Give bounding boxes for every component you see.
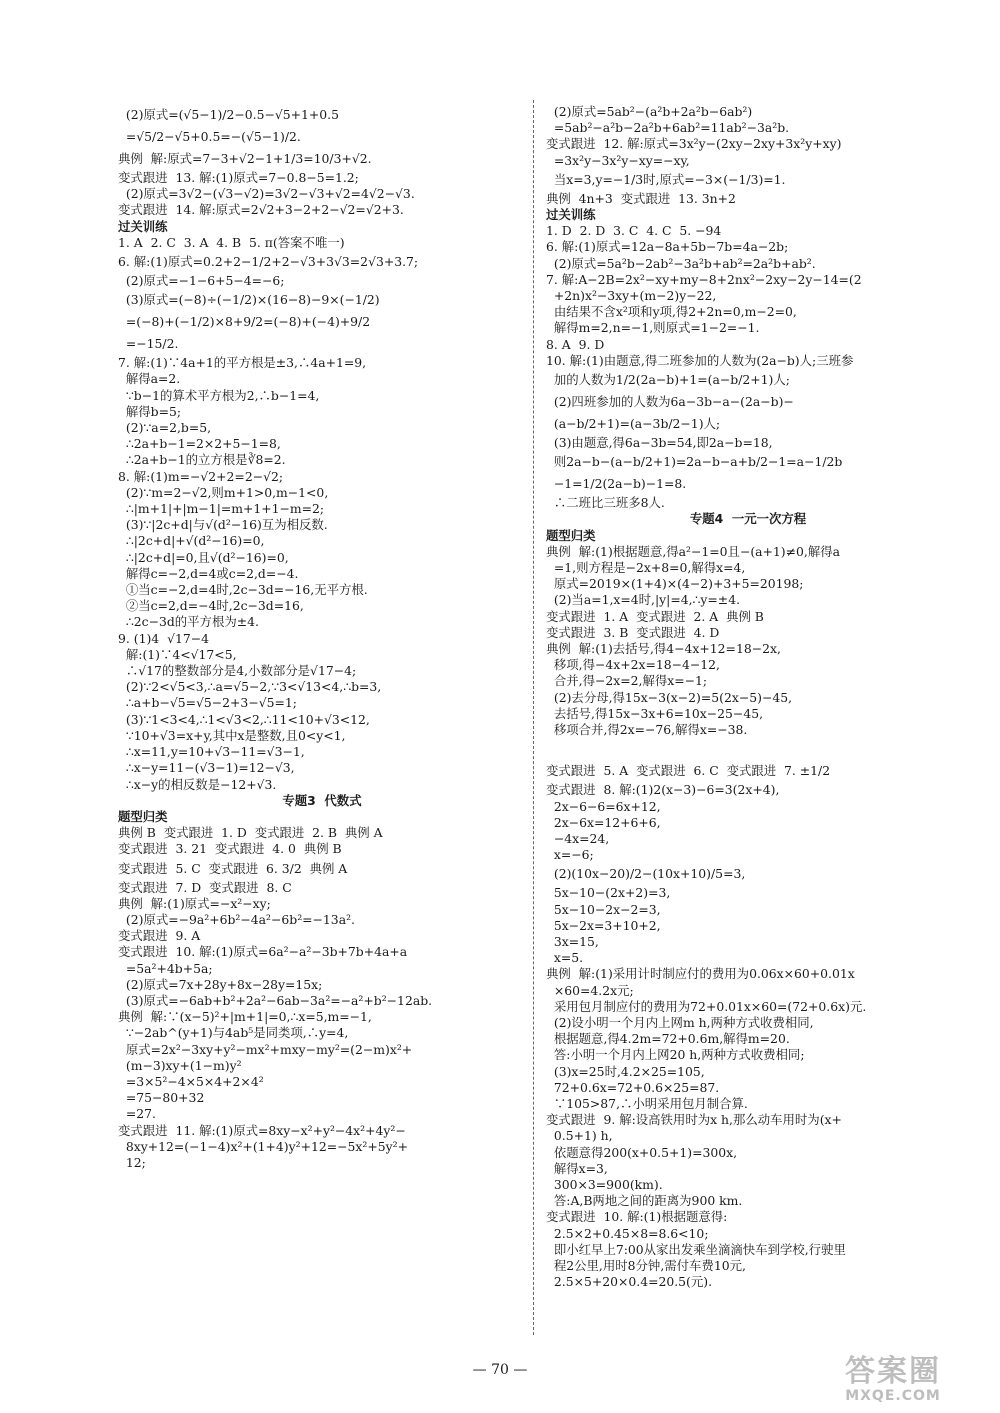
column-divider (533, 100, 534, 1335)
right-answer-line: −1=1/2(2a−b)−1=8. (546, 476, 687, 492)
left-answer-line: 专题3 代数式 (282, 792, 362, 808)
watermark-logo (808, 1356, 978, 1408)
left-answer-line: ∴2c−3d的平方根为±4. (118, 614, 259, 630)
right-answer-line: 即小红早上7:00从家出发乘坐滴滴快车到学校,行驶里 (546, 1241, 846, 1257)
right-answer-line: 答:小明一个月内上网20 h,两种方式收费相同; (546, 1047, 805, 1063)
right-answer-line: (3)x=25时,4.2×25=105, (546, 1063, 705, 1079)
right-answer-line: 合并,得−2x=2,解得x=−1; (546, 673, 708, 689)
left-answer-line: 7. 解:(1)∵4a+1的平方根是±3,∴4a+1=9, (118, 355, 367, 371)
left-answer-line: ∴x−y的相反数是−12+√3. (118, 776, 277, 792)
left-answer-line: (3)∵|2c+d|与√(d²−16)互为相反数. (118, 517, 328, 533)
right-answer-line: 答:A,B两地之间的距离为900 km. (546, 1193, 743, 1209)
right-answer-line: 变式跟进 12. 解:原式=3x²y−(2xy−2xy+3x²y+xy) (546, 136, 842, 152)
left-answer-line: (2)∵a=2,b=5, (118, 420, 212, 436)
left-answer-line: 典例 解:∵(x−5)²+|m+1|=0,∴x=5,m=−1, (118, 1009, 372, 1025)
right-answer-line: =3x²y−3x²y−xy=−xy, (546, 152, 690, 168)
right-answer-line: 变式跟进 1. A 变式跟进 2. A 典例 B (546, 608, 764, 624)
left-answer-line: 题型归类 (118, 808, 168, 824)
right-answer-line: 典例 解:(1)去括号,得4−4x+12=18−2x, (546, 641, 781, 657)
left-answer-line: ∴x=11,y=10+√3−11=√3−1, (118, 744, 305, 760)
right-answer-line: ∵105>87,∴小明采用包月制合算. (546, 1095, 748, 1111)
left-answer-line: 8xy+12=(−1−4)x²+(1+4)y²+12=−5x²+5y²+ (118, 1138, 408, 1154)
right-answer-line: 10. 解:(1)由题意,得二班参加的人数为(2a−b)人;三班参 (546, 352, 854, 368)
right-answer-line: (3)由题意,得6a−3b=54,即2a−b=18, (546, 435, 773, 451)
right-answer-line: (2)设小明一个月内上网m h,两种方式收费相同, (546, 1014, 814, 1030)
left-answer-line: ∴√17的整数部分是4,小数部分是√17−4; (118, 663, 357, 679)
right-answer-line: (2)原式=5ab²−(a²b+2a²b−6ab²) (546, 104, 753, 119)
left-answer-line: 1. A 2. C 3. A 4. B 5. π(答案不唯一) (118, 234, 345, 250)
right-answer-line: 7. 解:A−2B=2x²−xy+my−8+2nx²−2xy−2y−14=(2 (546, 271, 862, 287)
left-answer-line: 变式跟进 11. 解:(1)原式=8xy−x²+y²−4x²+4y²− (118, 1122, 406, 1138)
right-column (546, 104, 950, 1290)
right-answer-line: (2)原式=5a²b−2ab²−3a²b+ab²=2a²b+ab². (546, 255, 816, 271)
right-answer-line: ×60=4.2x元; (546, 982, 634, 998)
left-answer-line: (2)∵m=2−√2,则m+1>0,m−1<0, (118, 484, 329, 500)
right-answer-line: 5x−2x=3+10+2, (546, 917, 661, 933)
right-answer-line: (2)(10x−20)/2−(10x+10)/5=3, (546, 866, 746, 882)
right-answer-line: 72+0.6x=72+0.6×25=87. (546, 1079, 720, 1095)
right-answer-line: ∴二班比三班多8人. (546, 495, 665, 511)
left-answer-line: =√5/2−√5+0.5=−(√5−1)/2. (118, 129, 301, 144)
left-answer-line: ∴2a+b−1的立方根是∛8=2. (118, 452, 286, 468)
left-answer-line: (2)原式=(√5−1)/2−0.5−√5+1+0.5 (118, 107, 339, 122)
right-answer-line: 8. A 9. D (546, 336, 605, 352)
left-answer-line: 原式=2x²−3xy+y²−mx²+mxy−my²=(2−m)x²+ (118, 1041, 413, 1057)
right-answer-line: 则2a−b−(a−b/2+1)=2a−b−a+b/2−1=a−1/2b (546, 454, 843, 470)
page-number: — 70 — (472, 1362, 528, 1378)
left-answer-line: 过关训练 (118, 218, 168, 234)
left-answer-line: ①当c=−2,d=4时,2c−3d=−16,无平方根. (118, 582, 368, 598)
left-answer-line: ∵b−1的算术平方根为2,∴b−1=4, (118, 387, 320, 403)
right-answer-line: 2.5×5+20×0.4=20.5(元). (546, 1274, 713, 1290)
left-answer-line: =−15/2. (118, 336, 179, 352)
right-answer-line: 解得x=3, (546, 1160, 608, 1176)
left-answer-line: (m−3)xy+(1−m)y² (118, 1057, 242, 1073)
left-answer-line: 9. (1)4 √17−4 (118, 630, 209, 646)
left-answer-line: 变式跟进 3. 21 变式跟进 4. 0 典例 B (118, 841, 342, 857)
left-answer-line: 解:(1)∵4<√17<5, (118, 646, 237, 662)
left-answer-line: 变式跟进 10. 解:(1)原式=6a²−a²−3b+7b+4a+a (118, 944, 408, 960)
right-answer-line: 解得m=2,n=−1,则原式=1−2=−1. (546, 320, 760, 336)
right-answer-line: 变式跟进 3. B 变式跟进 4. D (546, 624, 720, 640)
right-answer-line: (2)去分母,得15x−3(x−2)=5(2x−5)−45, (546, 689, 793, 705)
right-answer-line: 移项,得−4x+2x=18−4−12, (546, 657, 720, 673)
right-answer-line: 变式跟进 8. 解:(1)2(x−3)−6=3(2x+4), (546, 782, 780, 798)
right-answer-line: (2)四班参加的人数为6a−3b−a−(2a−b)− (546, 394, 794, 410)
left-answer-line: 典例 解:(1)原式=−x²−xy; (118, 895, 271, 911)
left-answer-line: (2)原式=3√2−(√3−√2)=3√2−√3+√2=4√2−√3. (118, 186, 415, 202)
left-answer-line: =5a²+4b+5a; (118, 960, 213, 976)
right-answer-line: 300×3=900(km). (546, 1176, 663, 1192)
left-answer-line: (2)∵2<√5<3,∴a=√5−2,∵3<√13<4,∴b=3, (118, 679, 382, 695)
left-answer-line: (3)∵1<3<4,∴1<√3<2,∴11<10+√3<12, (118, 711, 370, 727)
left-answer-line: (3)原式=−6ab+b²+2a²−6ab−3a²=−a²+b²−12ab. (118, 992, 433, 1008)
left-answer-line: =(−8)+(−1/2)×8+9/2=(−8)+(−4)+9/2 (118, 314, 371, 330)
left-answer-line: 6. 解:(1)原式=0.2+2−1/2+2−√3+3√3=2√3+3.7; (118, 254, 419, 270)
watermark-url: MXQE.COM (845, 1388, 941, 1404)
right-answer-line: 变式跟进 5. A 变式跟进 6. C 变式跟进 7. ±1/2 (546, 763, 831, 779)
left-answer-line: 变式跟进 13. 解:(1)原式=7−0.8−5=1.2; (118, 170, 359, 185)
left-answer-line: (3)原式=(−8)÷(−1/2)×(16−8)−9×(−1/2) (118, 292, 380, 308)
left-answer-line: ∵10+√3=x+y,其中x是整数,且0<y<1, (118, 727, 346, 743)
right-answer-line: 2.5×2+0.45×8=8.6<10; (546, 1225, 709, 1241)
right-answer-line: 移项合并,得2x=−76,解得x=−38. (546, 722, 748, 738)
left-answer-line: 8. 解:(1)m=−√2+2=2−√2; (118, 468, 284, 484)
right-answer-line: 过关训练 (546, 207, 596, 223)
right-answer-line: 题型归类 (546, 527, 596, 543)
right-answer-line: 典例 解:(1)根据题意,得a²−1=0且−(a+1)≠0,解得a (546, 543, 841, 559)
right-answer-line: (a−b/2+1)=(a−3b/2−1)人; (546, 416, 721, 432)
left-answer-line: 12; (118, 1154, 146, 1170)
left-answer-line: ∴|2c+d|+√(d²−16)=0, (118, 533, 265, 549)
right-answer-line: 5x−10−(2x+2)=3, (546, 885, 671, 901)
right-answer-line: 3x=15, (546, 933, 599, 949)
right-answer-line: 0.5+1) h, (546, 1128, 613, 1144)
left-answer-line: =75−80+32 (118, 1090, 205, 1106)
left-answer-line: (2)原式=7x+28y+8x−28y=15x; (118, 976, 323, 992)
right-answer-line: 典例 解:(1)采用计时制应付的费用为0.06x×60+0.01x (546, 966, 855, 982)
right-answer-line: 变式跟进 10. 解:(1)根据题意得: (546, 1209, 728, 1225)
left-answer-line: 变式跟进 7. D 变式跟进 8. C (118, 879, 292, 895)
left-answer-line: ∴|2c+d|=0,且√(d²−16)=0, (118, 549, 289, 565)
right-answer-line: 由结果不含x²项和y项,得2+2n=0,m−2=0, (546, 304, 797, 320)
left-answer-line: ∴a+b−√5=√5−2+3−√5=1; (118, 695, 297, 711)
left-answer-line: ∴2a+b−1=2×2+5−1=8, (118, 436, 281, 452)
right-answer-line: 程2公里,用时8分钟,需付车费10元, (546, 1257, 746, 1273)
right-answer-line: −4x=24, (546, 830, 610, 846)
right-answer-line: =5ab²−a²b−2a²b+6ab²=11ab²−3a²b. (546, 120, 790, 136)
left-answer-line: =3×5²−4×5×4+2×4² (118, 1073, 264, 1089)
left-column (118, 104, 526, 1171)
right-answer-line: 6. 解:(1)原式=12a−8a+5b−7b=4a−2b; (546, 239, 789, 255)
right-answer-line: 典例 4n+3 变式跟进 13. 3n+2 (546, 190, 736, 206)
right-answer-line: 根据题意,得4.2m=72+0.6m,解得m=20. (546, 1031, 790, 1047)
left-answer-line: =27. (118, 1106, 156, 1122)
right-answer-line: 去括号,得15x−3x+6=10x−25−45, (546, 705, 764, 721)
left-answer-line: 典例 B 变式跟进 1. D 变式跟进 2. B 典例 A (118, 825, 383, 841)
left-answer-line: 变式跟进 9. A (118, 928, 201, 944)
left-answer-line: ∵−2ab^(y+1)与4ab⁵是同类项,∴y=4, (118, 1025, 349, 1041)
left-answer-line: 解得b=5; (118, 403, 182, 419)
right-answer-line: x=5. (546, 950, 584, 966)
left-answer-line: 变式跟进 5. C 变式跟进 6. 3/2 典例 A (118, 860, 348, 876)
right-answer-line: 采用包月制应付的费用为72+0.01x×60=(72+0.6x)元. (546, 998, 867, 1014)
right-answer-line: 2x−6x=12+6+6, (546, 814, 661, 830)
right-answer-line: 2x−6−6=6x+12, (546, 798, 661, 814)
right-answer-line: 原式=2019×(1+4)×(4−2)+3+5=20198; (546, 576, 804, 592)
left-answer-line: 解得c=−2,d=4或c=2,d=−4. (118, 565, 299, 581)
left-answer-line: (2)原式=−9a²+6b²−4a²−6b²=−13a². (118, 911, 355, 927)
right-answer-line: =1,则方程是−2x+8=0,解得x=4, (546, 560, 746, 576)
right-answer-line: 1. D 2. D 3. C 4. C 5. −94 (546, 223, 722, 239)
right-answer-line: 当x=3,y=−1/3时,原式=−3×(−1/3)=1. (546, 171, 786, 187)
right-answer-line: 专题4 一元一次方程 (689, 511, 807, 527)
right-answer-line: 依题意得200(x+0.5+1)=300x, (546, 1144, 738, 1160)
left-answer-line: ∴x−y=11−(√3−1)=12−√3, (118, 760, 295, 776)
right-answer-line: 5x−10−2x−2=3, (546, 901, 661, 917)
right-answer-line: x=−6; (546, 847, 594, 863)
left-answer-line: ∴|m+1|+|m−1|=m+1+1−m=2; (118, 501, 325, 517)
left-answer-line: (2)原式=−1−6+5−4=−6; (118, 273, 285, 289)
right-answer-line (546, 738, 950, 760)
right-answer-line: +2n)x²−3xy+(m−2)y−22, (546, 288, 717, 304)
left-answer-line: 解得a=2. (118, 371, 181, 387)
left-answer-line: ②当c=2,d=−4时,2c−3d=16, (118, 598, 304, 614)
right-answer-line: (2)当a=1,x=4时,|y|=4,∴y=±4. (546, 592, 741, 608)
left-answer-line: 典例 解:原式=7−3+√2−1+1/3=10/3+√2. (118, 151, 372, 166)
right-answer-line: 变式跟进 9. 解:设高铁用时为x h,那么动车用时为(x+ (546, 1112, 842, 1128)
watermark-mark: 答案圈 (845, 1354, 941, 1389)
left-answer-line: 变式跟进 14. 解:原式=2√2+3−2+2−√2=√2+3. (118, 202, 404, 218)
right-answer-line: 加的人数为1/2(2a−b)+1=(a−b/2+1)人; (546, 372, 790, 388)
